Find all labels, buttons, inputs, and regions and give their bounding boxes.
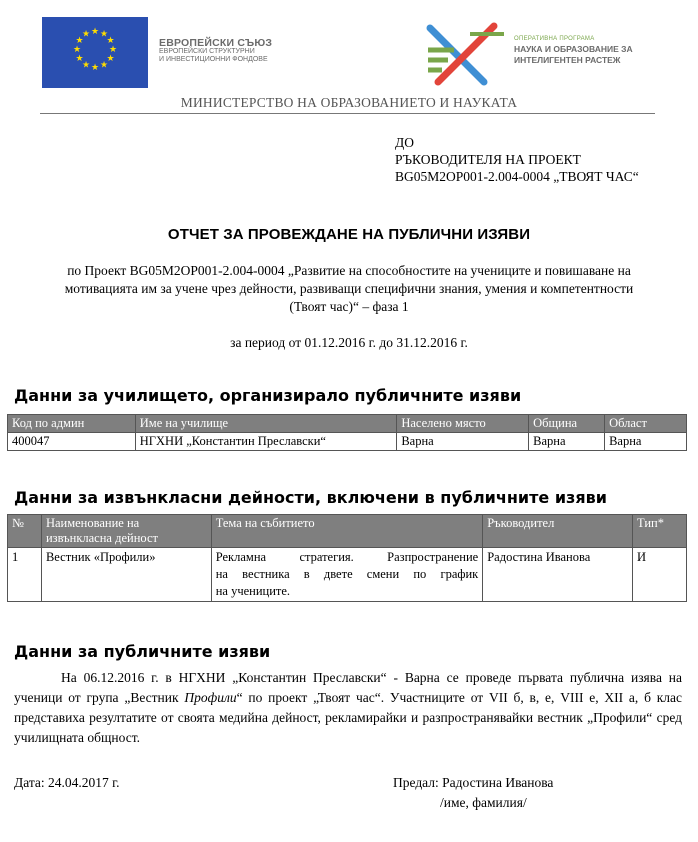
- description-italic: Профили: [184, 690, 237, 705]
- svg-text:★: ★: [75, 36, 84, 46]
- op-title-2: ИНТЕЛИГЕНТЕН РАСТЕЖ: [514, 55, 621, 65]
- activities-section-heading: Данни за извънкласни дейности, включени в публичните изяви: [14, 488, 607, 507]
- submitted-by: Предал: Радостина Иванова: [393, 775, 554, 790]
- name-hint: /име, фамилия/: [440, 795, 527, 810]
- activities-table: [7, 514, 687, 602]
- op-program-label: ОПЕРАТИВНА ПРОГРАМА: [514, 36, 595, 42]
- header-divider: [40, 113, 655, 114]
- addressee-project: BG05M2OP001-2.004-0004 „ТВОЯТ ЧАС“: [395, 169, 639, 184]
- column-header: Име на училище: [135, 415, 397, 433]
- eu-subtitle-1: ЕВРОПЕЙСКИ СТРУКТУРНИ: [159, 48, 255, 55]
- svg-text:★: ★: [108, 45, 118, 55]
- public-section-heading: Данни за публичните изяви: [14, 642, 271, 661]
- column-header: Наименование на извънкласна дейност: [41, 515, 211, 548]
- svg-text:★: ★: [99, 60, 109, 71]
- svg-text:★: ★: [75, 54, 84, 64]
- activity-leader: Радостина Иванова: [483, 548, 633, 602]
- op-title-1: НАУКА И ОБРАЗОВАНИЕ ЗА: [514, 44, 633, 54]
- school-municipality: Варна: [529, 433, 605, 451]
- svg-text:★: ★: [106, 54, 115, 64]
- intro-line-1: по Проект BG05M2OP001-2.004-0004 „Развитие на способностите на учениците и повишаване на: [67, 263, 631, 278]
- svg-text:★: ★: [72, 45, 82, 55]
- school-name: НГХНИ „Константин Преславски“: [135, 433, 397, 451]
- topic-line-1: Рекламна стратегия. Разпространение: [215, 550, 479, 564]
- addressee-to: ДО: [395, 135, 414, 150]
- addressee-role: РЪКОВОДИТЕЛЯ НА ПРОЕКТ: [395, 152, 581, 167]
- school-code: 400047: [8, 433, 136, 451]
- table-row: [8, 548, 687, 602]
- school-section-heading: Данни за училището, организирало публичните изяви: [14, 386, 522, 405]
- eu-flag-logo: [42, 17, 148, 88]
- column-header: №: [8, 515, 42, 548]
- school-table: [7, 414, 687, 451]
- addressee-block: [395, 134, 639, 185]
- svg-text:★: ★: [99, 29, 109, 40]
- column-header: Тема на събитието: [211, 515, 483, 548]
- table-header-row: [8, 415, 687, 433]
- op-program-logo: [424, 20, 510, 88]
- school-town: Варна: [397, 433, 529, 451]
- report-title: ОТЧЕТ ЗА ПРОВЕЖДАНЕ НА ПУБЛИЧНИ ИЗЯВИ: [167, 226, 531, 243]
- project-intro: [14, 262, 684, 316]
- column-header: Код по админ: [8, 415, 136, 433]
- svg-text:★: ★: [106, 36, 115, 46]
- public-event-description: [14, 668, 682, 748]
- report-date: Дата: 24.04.2017 г.: [14, 775, 120, 790]
- column-header: Населено място: [397, 415, 529, 433]
- ministry-name: МИНИСТЕРСТВО НА ОБРАЗОВАНИЕТО И НАУКАТА: [180, 95, 518, 110]
- intro-line-3: (Твоят час)“ – фаза 1: [289, 299, 409, 314]
- svg-text:★: ★: [81, 60, 91, 71]
- topic-line-3: на учениците.: [215, 584, 291, 598]
- eu-title: ЕВРОПЕЙСКИ СЪЮЗ: [159, 37, 273, 49]
- eu-stars-icon: [42, 17, 148, 88]
- column-header: Тип*: [633, 515, 687, 548]
- activity-name: Вестник «Профили»: [41, 548, 211, 602]
- activity-type: И: [633, 548, 687, 602]
- column-header: Ръководител: [483, 515, 633, 548]
- intro-line-2: мотивацията им за учене чрез дейности, развиващи специфични знания, умения и компетентности: [64, 281, 634, 296]
- eu-logo-text: [159, 38, 272, 64]
- column-header: Община: [529, 415, 605, 433]
- svg-text:★: ★: [81, 29, 91, 40]
- activity-topic: [211, 548, 483, 602]
- svg-text:★: ★: [90, 27, 100, 37]
- description-part-1: На 06.12.2016 г. в НГХНИ „Константин Преславски“ - Варна се проведе първата публична изява на ученици от група „Вестник: [14, 670, 682, 705]
- column-header: Област: [605, 415, 687, 433]
- table-header-row: [8, 515, 687, 548]
- eu-subtitle-2: И ИНВЕСТИЦИОННИ ФОНДОВЕ: [159, 56, 268, 63]
- op-logo-text: [514, 35, 633, 66]
- report-period: за период от 01.12.2016 г. до 31.12.2016 г.: [230, 335, 468, 350]
- school-region: Варна: [605, 433, 687, 451]
- topic-line-2: на вестника в двете смени по график: [215, 567, 479, 581]
- table-row: [8, 433, 687, 451]
- description-part-2: “ по проект „Твоят час“. Участниците от VII б, в, е, VIII е, XII а, б клас представиха резултатите от своята медийна дейност, рекламирайки и разпространявайки вестник „Профили“ сред училищната общност.: [14, 690, 683, 745]
- svg-text:★: ★: [90, 63, 100, 73]
- op-logo-icon: [424, 20, 510, 88]
- activity-number: 1: [8, 548, 42, 602]
